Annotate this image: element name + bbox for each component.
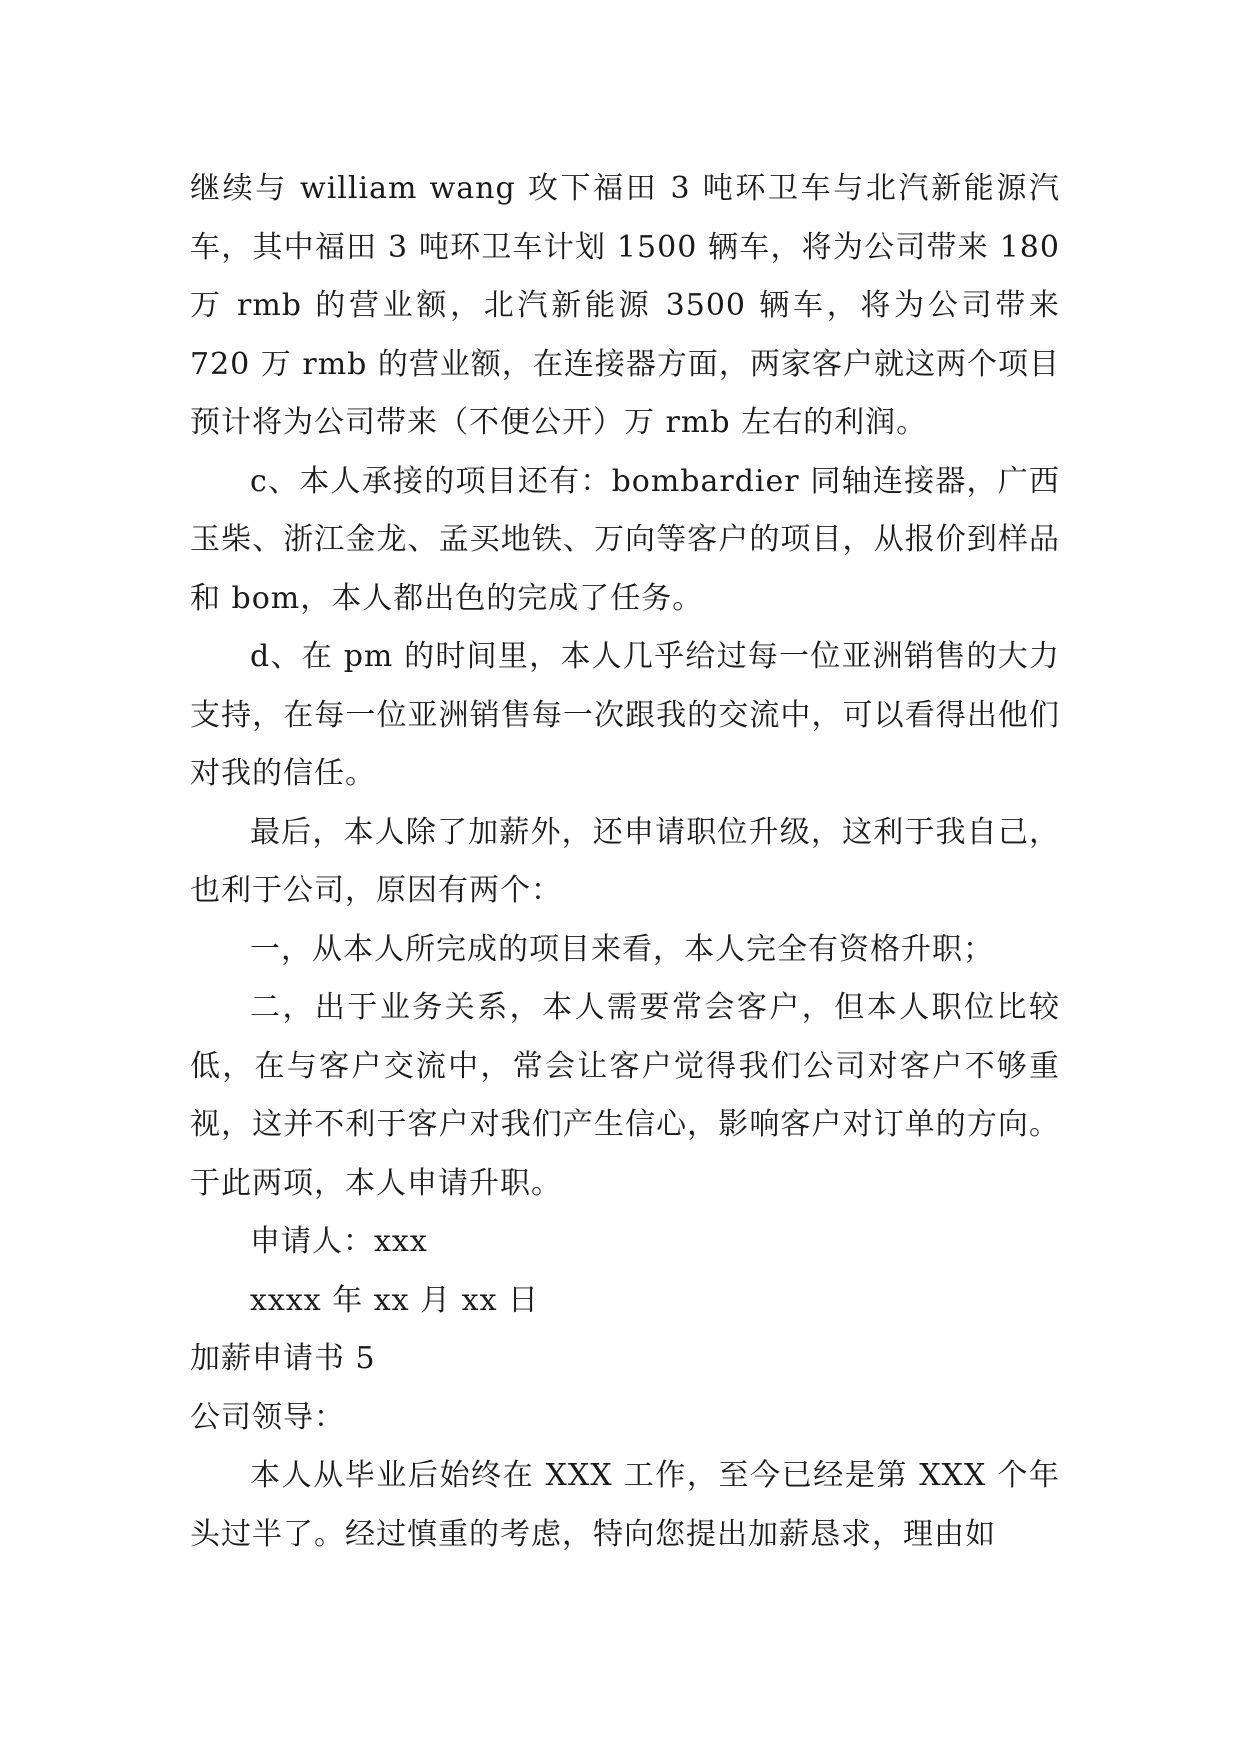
applicant-signature: 申请人：xxx (250, 1224, 428, 1259)
paragraph-item-d: d、在 pm 的时间里，本人几乎给过每一位亚洲销售的大力支持，在每一位亚洲销售每一次跟我的交流中，可以看得出他们对我的信任。 (190, 639, 1060, 791)
document-body (190, 160, 1060, 1564)
paragraph-item-c: c、本人承接的项目还有：bombardier 同轴连接器，广西玉柴、浙江金龙、孟买地铁、万向等客户的项目，从报价到样品和 bom，本人都出色的完成了任务。 (190, 463, 1060, 616)
application-date: xxxx 年 xx 月 xx 日 (250, 1282, 540, 1318)
paragraph-project-revenue: 继续与 william wang 攻下福田 3 吨环卫车与北汽新能源汽车，其中福田 3 吨环卫车计划 1500 辆车，将为公司带来 180 万 rmb 的营业额，北汽新能源 3500 辆车，将为公司带来 720 万 rmb 的营业额，在连接器方面，两家客户就这两个项目预计将为公司带来（不便公开）万 rmb 左右的利润。 (190, 171, 1060, 440)
section-heading: 加薪申请书 5 (190, 1341, 376, 1376)
paragraph-reason-one: 一，从本人所完成的项目来看，本人完全有资格升职； (250, 931, 994, 967)
paragraph-opening: 本人从毕业后始终在 XXX 工作，至今已经是第 XXX 个年头过半了。经过慎重的考虑，特向您提出加薪恳求，理由如 (190, 1458, 1060, 1552)
salutation: 公司领导： (190, 1399, 345, 1435)
paragraph-reason-two: 二，出于业务关系，本人需要常会客户，但本人职位比较低，在与客户交流中，常会让客户觉得我们公司对客户不够重视，这并不利于客户对我们产生信心，影响客户对订单的方向。于此两项，本人申请升职。 (190, 990, 1060, 1201)
paragraph-promotion-request: 最后，本人除了加薪外，还申请职位升级，这利于我自己，也利于公司，原因有两个： (190, 814, 1060, 908)
